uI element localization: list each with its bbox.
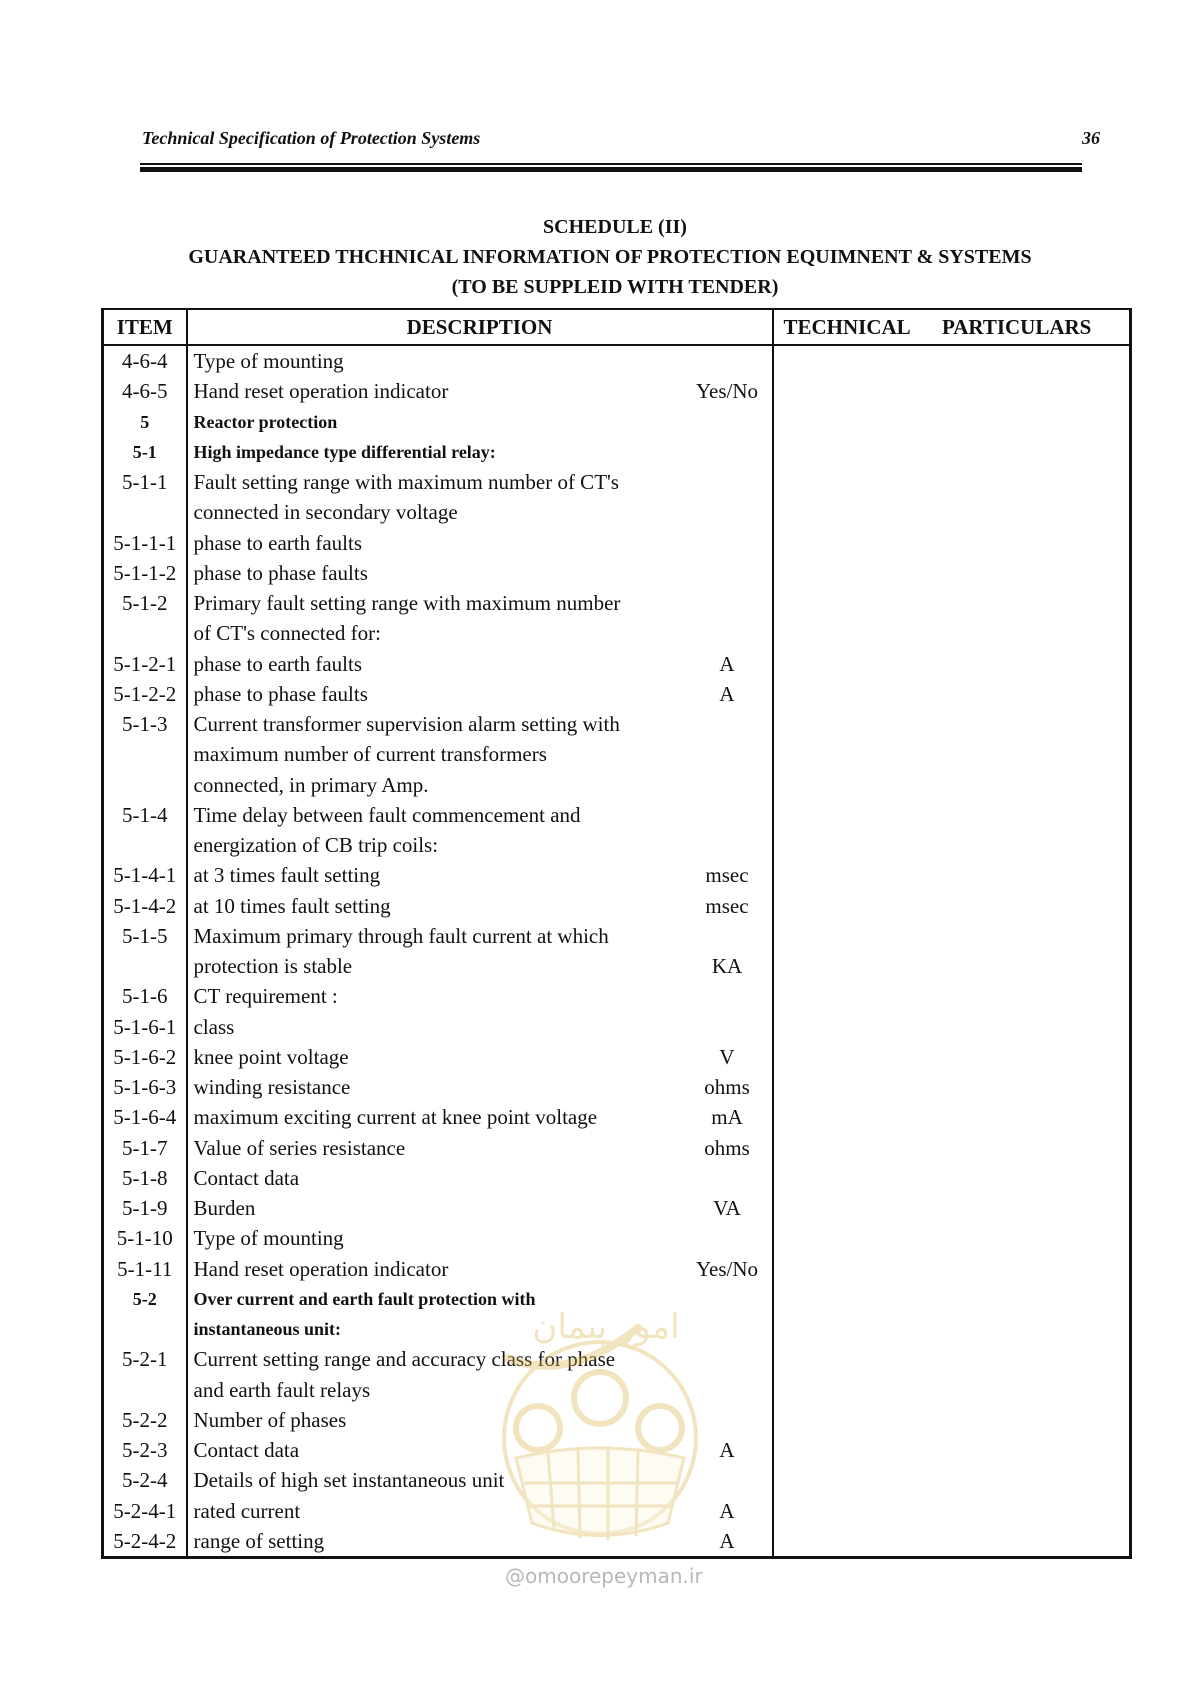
page-number: 36 (1082, 128, 1100, 148)
table-row (103, 649, 1131, 679)
table-row (103, 588, 1131, 618)
row-technical-particulars (773, 1526, 1131, 1558)
row-item-number: 5-2-4 (103, 1465, 187, 1495)
row-item-number: 5-1-1-2 (103, 558, 187, 588)
row-item-number: 5-2 (103, 1284, 187, 1314)
row-technical-particulars (773, 558, 1131, 588)
row-item-number: 5 (103, 407, 187, 437)
row-unit (683, 739, 773, 769)
row-technical-particulars (773, 951, 1131, 981)
row-unit: VA (683, 1193, 773, 1223)
row-description: connected, in primary Amp. (193, 772, 429, 797)
row-item-number (103, 951, 187, 981)
table-row (103, 558, 1131, 588)
row-description: High impedance type differential relay: (193, 441, 496, 462)
row-item-number (103, 739, 187, 769)
row-technical-particulars (773, 1223, 1131, 1253)
row-item-number: 5-1-8 (103, 1163, 187, 1193)
row-technical-particulars (773, 1102, 1131, 1132)
row-technical-particulars (773, 1465, 1131, 1495)
row-technical-particulars (773, 709, 1131, 739)
table-row (103, 1254, 1131, 1284)
row-description: Maximum primary through fault current at which (193, 923, 609, 948)
row-technical-particulars (773, 830, 1131, 860)
row-unit (683, 921, 773, 951)
row-description: protection is stable (193, 954, 353, 979)
row-item-number: 5-1-6 (103, 981, 187, 1011)
watermark-logo (488, 1288, 712, 1548)
row-item-number: 5-2-4-2 (103, 1526, 187, 1558)
table-row (103, 1193, 1131, 1223)
row-item-number (103, 1375, 187, 1405)
table-row (103, 1072, 1131, 1102)
row-item-number (103, 830, 187, 860)
table-row (103, 528, 1131, 558)
row-description: range of setting (187, 1526, 683, 1558)
row-description: class (193, 1014, 235, 1039)
row-unit: Yes/No (683, 376, 773, 406)
row-description: CT requirement : (193, 984, 338, 1009)
table-row (103, 709, 1131, 739)
row-unit (683, 467, 773, 497)
row-item-number: 5-1-11 (103, 1254, 187, 1284)
table-row (103, 1133, 1131, 1163)
watermark-text: @omoorepeyman.ir (505, 1564, 703, 1588)
schedule-note: (TO BE SUPPLEID WITH TENDER) (451, 276, 779, 298)
row-item-number: 5-1-6-1 (103, 1012, 187, 1042)
row-description: Over current and earth fault protection with (193, 1288, 536, 1309)
row-technical-particulars (773, 921, 1131, 951)
row-description: of CT's connected for: (193, 621, 381, 646)
row-item-number: 5-2-3 (103, 1435, 187, 1465)
row-technical-particulars (773, 770, 1131, 800)
row-item-number: 5-1-9 (103, 1193, 187, 1223)
row-technical-particulars (773, 1496, 1131, 1526)
row-item-number: 5-1-4 (103, 800, 187, 830)
row-unit (683, 770, 773, 800)
row-item-number: 5-1-10 (103, 1223, 187, 1253)
row-technical-particulars (773, 1435, 1131, 1465)
row-description: Contact data (193, 1165, 300, 1190)
table-row (103, 891, 1131, 921)
table-row (103, 1102, 1131, 1132)
row-unit (683, 709, 773, 739)
header-rule-thin (140, 163, 1082, 165)
row-description: Primary fault setting range with maximum number (193, 591, 621, 616)
row-description: Burden (193, 1196, 256, 1221)
table-row (103, 376, 1131, 406)
row-description: Contact data (193, 1438, 300, 1463)
row-unit: V (683, 1042, 773, 1072)
row-technical-particulars (773, 588, 1131, 618)
row-description: Reactor protection (193, 411, 338, 432)
row-technical-particulars (773, 800, 1131, 830)
row-unit (683, 981, 773, 1011)
document-header-title: Technical Specification of Protection Systems (142, 128, 481, 148)
row-description: Fault setting range with maximum number of CT's (193, 470, 619, 495)
row-technical-particulars (773, 739, 1131, 769)
row-technical-particulars (773, 1042, 1131, 1072)
row-description: and earth fault relays (193, 1377, 371, 1402)
row-technical-particulars (773, 1193, 1131, 1223)
row-description: Time delay between fault commencement and (193, 802, 581, 827)
row-description: instantaneous unit: (193, 1319, 342, 1340)
row-unit (683, 558, 773, 588)
row-unit (683, 345, 773, 376)
row-technical-particulars (773, 860, 1131, 890)
row-item-number: 5-1-3 (103, 709, 187, 739)
table-row (103, 467, 1131, 497)
row-item-number: 5-1-4-2 (103, 891, 187, 921)
row-unit: ohms (683, 1133, 773, 1163)
row-description: energization of CB trip coils: (193, 833, 439, 858)
row-unit: A (683, 1496, 773, 1526)
row-technical-particulars (773, 679, 1131, 709)
column-header-item: ITEM (103, 309, 187, 345)
row-item-number: 5-2-2 (103, 1405, 187, 1435)
row-unit (683, 618, 773, 648)
row-description: winding resistance (193, 1075, 351, 1100)
row-description: phase to phase faults (193, 681, 368, 706)
row-technical-particulars (773, 1254, 1131, 1284)
row-item-number: 5-1-2 (103, 588, 187, 618)
table-row (103, 770, 1131, 800)
row-unit: mA (683, 1102, 773, 1132)
row-description: Current transformer supervision alarm setting with (193, 712, 620, 737)
row-unit (683, 1012, 773, 1042)
watermark-script: امور پیمان (532, 1307, 680, 1347)
row-unit: A (683, 649, 773, 679)
row-technical-particulars (773, 1314, 1131, 1344)
row-unit: msec (683, 891, 773, 921)
table-row (103, 407, 1131, 437)
row-description: Type of mounting (193, 1226, 344, 1251)
row-technical-particulars (773, 437, 1131, 467)
table-row (103, 437, 1131, 467)
column-header-description: DESCRIPTION (187, 309, 773, 345)
row-unit (683, 528, 773, 558)
table-row (103, 679, 1131, 709)
row-unit (683, 830, 773, 860)
table-row (103, 800, 1131, 830)
schedule-heading: SCHEDULE (II) (543, 216, 687, 238)
row-item-number: 5-2-1 (103, 1344, 187, 1374)
row-unit (683, 497, 773, 527)
row-description: Type of mounting (193, 349, 344, 374)
row-item-number: 5-2-4-1 (103, 1496, 187, 1526)
row-item-number: 5-1-5 (103, 921, 187, 951)
row-item-number: 5-1-4-1 (103, 860, 187, 890)
row-item-number (103, 497, 187, 527)
row-item-number: 5-1-6-3 (103, 1072, 187, 1102)
column-header-technical-particulars (773, 309, 1131, 345)
table-row (103, 981, 1131, 1011)
row-technical-particulars (773, 1284, 1131, 1314)
row-technical-particulars (773, 467, 1131, 497)
schedule-subheading: GUARANTEED THCHNICAL INFORMATION OF PROTECTION EQUIMNENT & SYSTEMS (188, 246, 1032, 268)
header-rule-thick (140, 167, 1082, 172)
row-unit (683, 1163, 773, 1193)
table-row (103, 951, 1131, 981)
row-unit: A (683, 1526, 773, 1558)
row-unit (683, 588, 773, 618)
row-unit (683, 407, 773, 437)
table-row (103, 1012, 1131, 1042)
row-unit: KA (683, 951, 773, 981)
row-description: maximum number of current transformers (193, 742, 547, 767)
row-unit (683, 800, 773, 830)
column-header-particulars: PARTICULARS (941, 314, 1092, 339)
row-item-number: 5-1-6-4 (103, 1102, 187, 1132)
row-unit (683, 1223, 773, 1253)
table-row (103, 618, 1131, 648)
row-description: Current setting range and accuracy class for phase (193, 1347, 616, 1372)
row-technical-particulars (773, 528, 1131, 558)
table-row (103, 739, 1131, 769)
table-row (103, 860, 1131, 890)
row-description: Number of phases (193, 1407, 347, 1432)
row-item-number (103, 1314, 187, 1344)
column-header-technical: TECHNICAL (783, 314, 911, 339)
row-technical-particulars (773, 981, 1131, 1011)
row-technical-particulars (773, 1072, 1131, 1102)
row-description: knee point voltage (193, 1044, 349, 1069)
row-description: phase to earth faults (193, 530, 363, 555)
table-row (103, 345, 1131, 376)
row-description: maximum exciting current at knee point voltage (193, 1105, 598, 1130)
row-item-number: 5-1-2-1 (103, 649, 187, 679)
watermark-grid-icon (516, 1446, 684, 1540)
row-description: rated current (193, 1498, 301, 1523)
row-description: phase to phase faults (193, 560, 368, 585)
row-technical-particulars (773, 345, 1131, 376)
row-technical-particulars (773, 1405, 1131, 1435)
row-unit: ohms (683, 1072, 773, 1102)
row-description: phase to earth faults (193, 651, 363, 676)
row-description: Details of high set instantaneous unit (193, 1468, 505, 1493)
row-technical-particulars (773, 891, 1131, 921)
row-unit: A (683, 679, 773, 709)
row-item-number: 5-1 (103, 437, 187, 467)
row-unit: msec (683, 860, 773, 890)
row-item-number: 5-1-1-1 (103, 528, 187, 558)
row-technical-particulars (773, 407, 1131, 437)
row-technical-particulars (773, 1163, 1131, 1193)
row-technical-particulars (773, 1012, 1131, 1042)
row-item-number: 4-6-5 (103, 376, 187, 406)
row-technical-particulars (773, 649, 1131, 679)
row-item-number: 4-6-4 (103, 345, 187, 376)
row-description: Value of series resistance (193, 1135, 406, 1160)
row-technical-particulars (773, 376, 1131, 406)
row-item-number: 5-1-6-2 (103, 1042, 187, 1072)
row-item-number: 5-1-7 (103, 1133, 187, 1163)
row-description: at 10 times fault setting (193, 893, 391, 918)
row-technical-particulars (773, 618, 1131, 648)
row-unit: A (683, 1435, 773, 1465)
table-row (103, 497, 1131, 527)
row-description: at 3 times fault setting (193, 863, 381, 888)
row-unit (683, 437, 773, 467)
table-row (103, 921, 1131, 951)
row-technical-particulars (773, 1375, 1131, 1405)
table-row (103, 1223, 1131, 1253)
row-description: Hand reset operation indicator (193, 1256, 449, 1281)
table-row (103, 830, 1131, 860)
row-description: connected in secondary voltage (193, 500, 458, 525)
row-item-number: 5-1-1 (103, 467, 187, 497)
table-header-row (103, 309, 1131, 345)
row-technical-particulars (773, 497, 1131, 527)
row-technical-particulars (773, 1344, 1131, 1374)
row-description: Hand reset operation indicator (193, 379, 449, 404)
row-technical-particulars (773, 1133, 1131, 1163)
row-item-number (103, 618, 187, 648)
row-item-number: 5-1-2-2 (103, 679, 187, 709)
row-item-number (103, 770, 187, 800)
row-unit: Yes/No (683, 1254, 773, 1284)
table-row (103, 1163, 1131, 1193)
table-row (103, 1042, 1131, 1072)
